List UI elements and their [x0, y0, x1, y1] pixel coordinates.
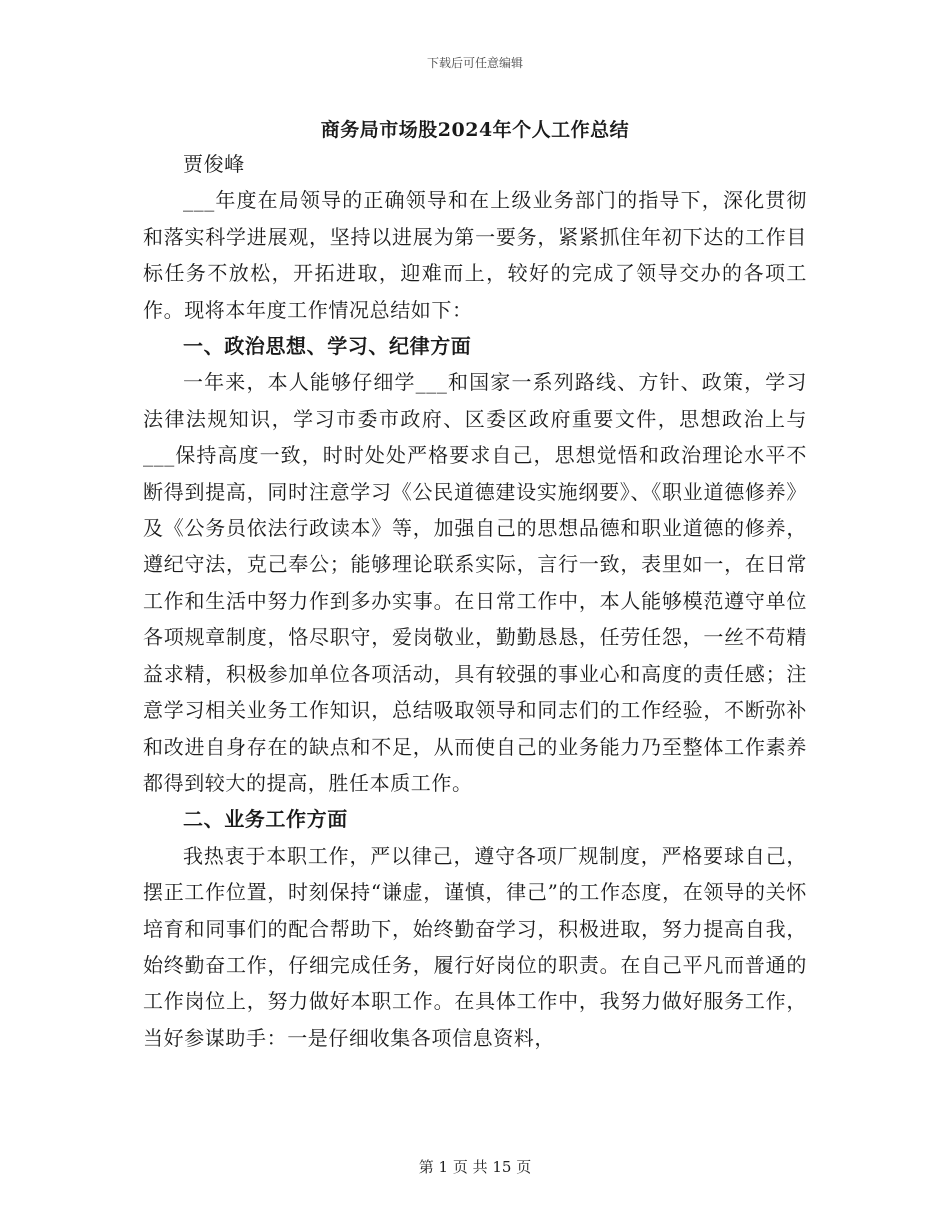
header-note: 下载后可任意编辑 — [426, 56, 523, 70]
section-2-heading: 二、业务工作方面 — [183, 807, 348, 832]
section-2-paragraph: 我热衷于本职工作，严以律己，遵守各项厂规制度，严格要球自己，摆正工作位置，时刻保持“谦虚，谨慎，律己”的工作态度，在领导的关怀培育和同事们的配合帮助下，始终勤奋学习，积极进取，努力提高自我，始终勤奋工作，仔细完成任务，履行好岗位的职责。在自己平凡而普通的工作岗位上，努力做好本职工作。在具体工作中，我努力做好服务工作，当好参谋助手：一是仔细收集各项信息资料， — [143, 843, 807, 1050]
page-number: 第 1 页 共 15 页 — [418, 1158, 532, 1176]
intro-paragraph: ___年度在局领导的正确领导和在上级业务部门的指导下，深化贯彻和落实科学进展观，坚持以进展为第一要务，紧紧抓住年初下达的工作目标任务不放松，开拓进取，迎难而上，较好的完成了领导交办的各项工作。现将本年度工作情况总结如下： — [143, 188, 807, 322]
section-1-paragraph: 一年来，本人能够仔细学___和国家一系列路线、方针、政策，学习法律法规知识，学习市委市政府、区委区政府重要文件，思想政治上与___保持高度一致，时时处处严格要求自己，思想觉悟和政治理论水平不断得到提高，同时注意学习《公民道德建设实施纲要》、《职业道德修养》及《公务员依法行政读本》等，加强自己的思想品德和职业道德的修养，遵纪守法，克己奉公；能够理论联系实际，言行一致，表里如一，在日常工作和生活中努力作到多办实事。在日常工作中，本人能够模范遵守单位各项规章制度，恪尽职守，爱岗敬业，勤勤恳恳，任劳任怨，一丝不苟精益求精，积极参加单位各项活动，具有较强的事业心和高度的责任感；注意学习相关业务工作知识，总结吸取领导和同志们的工作经验，不断弥补和改进自身存在的缺点和不足，从而使自己的业务能力乃至整体工作素养都得到较大的提高，胜任本质工作。 — [143, 370, 807, 795]
document-body — [143, 146, 807, 1056]
section-1-heading: 一、政治思想、学习、纪律方面 — [183, 334, 472, 359]
document-title: 商务局市场股2024年个人工作总结 — [320, 119, 630, 141]
author-name: 贾俊峰 — [183, 152, 245, 176]
